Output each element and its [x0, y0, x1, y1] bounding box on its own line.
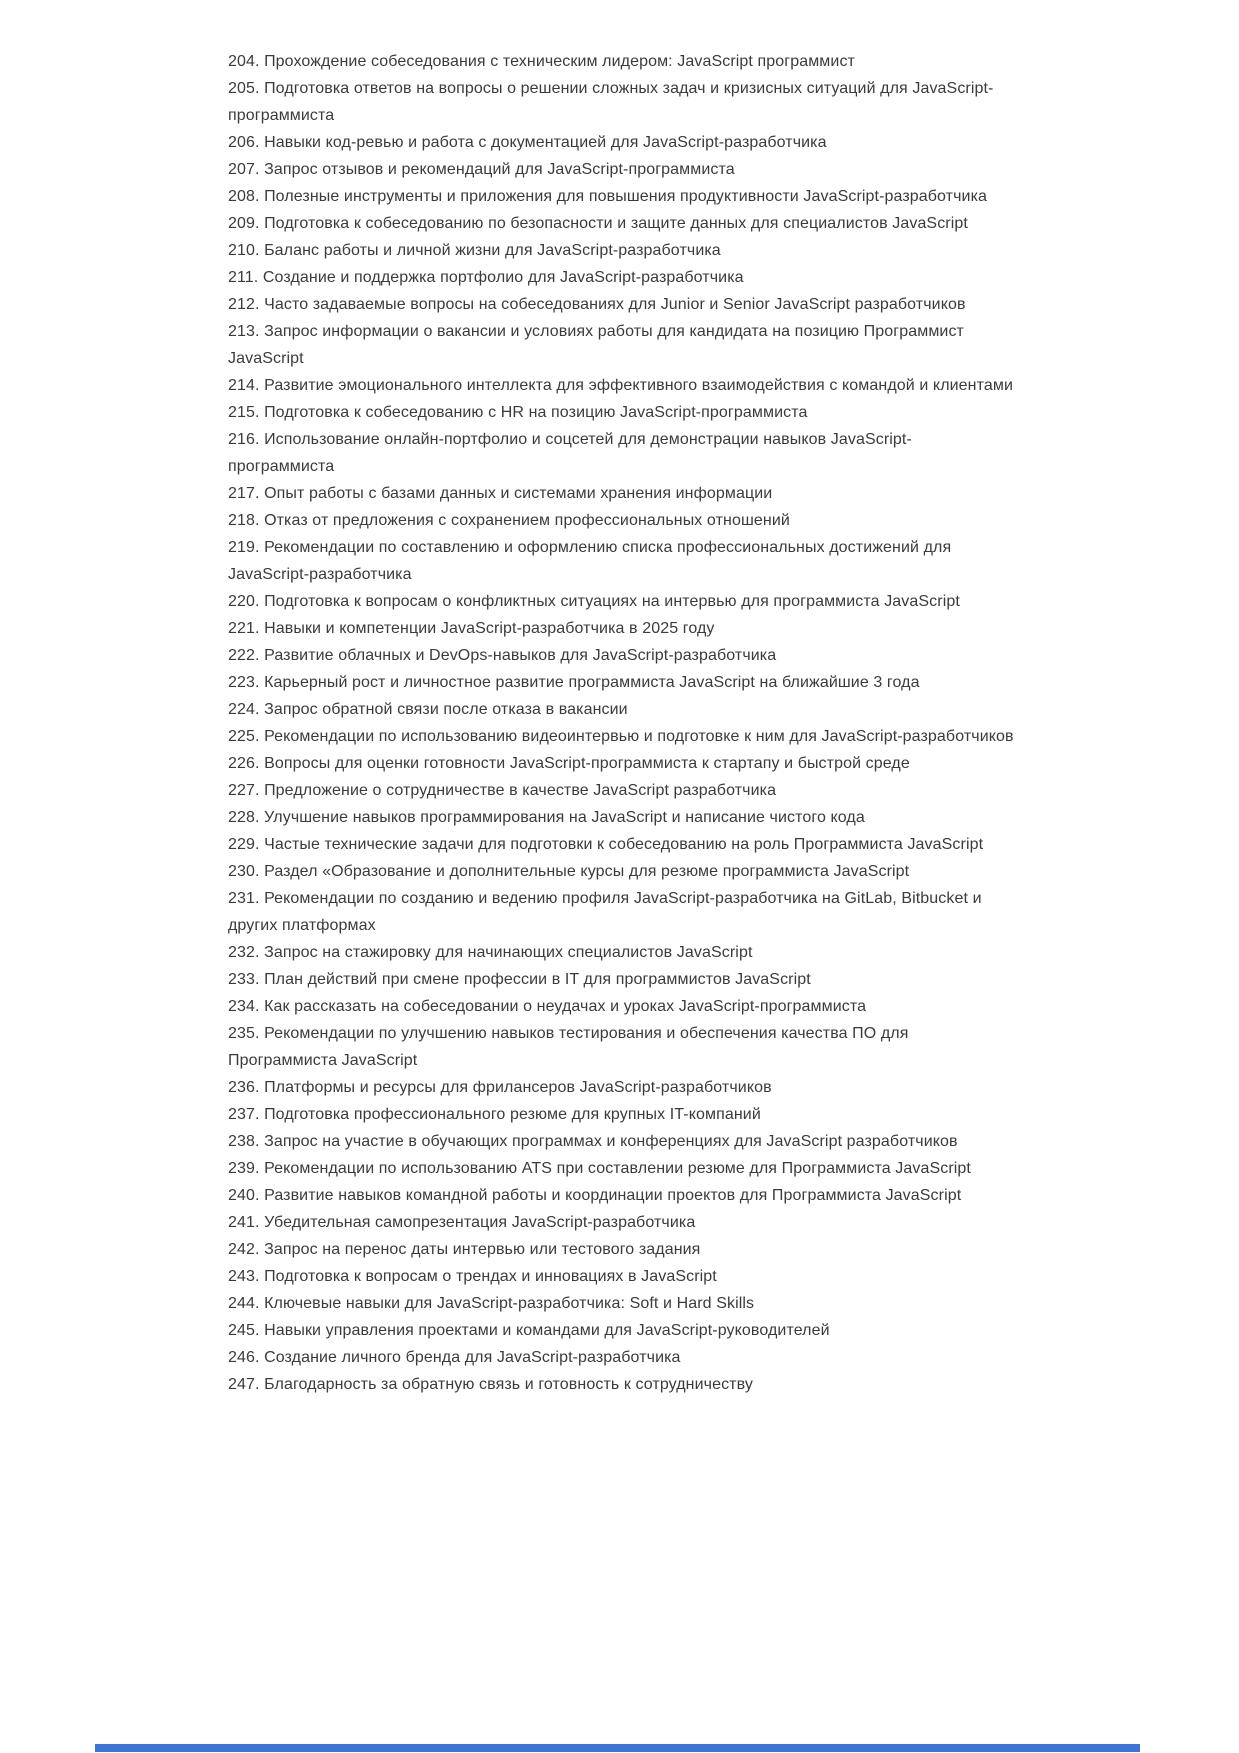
list-item: 219. Рекомендации по составлению и оформлению списка профессиональных достижений для JavaScript-разработчика [228, 539, 952, 583]
list-item: 209. Подготовка к собеседованию по безопасности и защите данных для специалистов JavaScript [228, 215, 968, 232]
list-item: 213. Запрос информации о вакансии и условиях работы для кандидата на позицию Программист JavaScript [228, 323, 964, 367]
list-item: 234. Как рассказать на собеседовании о неудачах и уроках JavaScript-программиста [228, 998, 867, 1015]
list-item: 240. Развитие навыков командной работы и координации проектов для Программиста JavaScript [228, 1187, 962, 1204]
list-item: 218. Отказ от предложения с сохранением профессиональных отношений [228, 512, 790, 529]
list-item: 244. Ключевые навыки для JavaScript-разработчика: Soft и Hard Skills [228, 1295, 755, 1312]
list-item: 211. Создание и поддержка портфолио для JavaScript-разработчика [228, 269, 744, 286]
list-item: 225. Рекомендации по использованию видеоинтервью и подготовке к ним для JavaScript-разработчиков [228, 728, 1014, 745]
list-item: 214. Развитие эмоционального интеллекта для эффективного взаимодействия с командой и клиентами [228, 377, 1013, 394]
list-item: 229. Частые технические задачи для подготовки к собеседованию на роль Программиста JavaScript [228, 836, 984, 853]
list-item: 247. Благодарность за обратную связь и готовность к сотрудничеству [228, 1376, 753, 1393]
list-item: 237. Подготовка профессионального резюме для крупных IT-компаний [228, 1106, 761, 1123]
list-item: 236. Платформы и ресурсы для фрилансеров JavaScript-разработчиков [228, 1079, 772, 1096]
list-item: 241. Убедительная самопрезентация JavaScript-разработчика [228, 1214, 696, 1231]
list-item: 242. Запрос на перенос даты интервью или тестового задания [228, 1241, 701, 1258]
list-item: 220. Подготовка к вопросам о конфликтных ситуациях на интервью для программиста JavaScript [228, 593, 960, 610]
list-item: 238. Запрос на участие в обучающих программах и конференциях для JavaScript разработчиков [228, 1133, 958, 1150]
list-item: 233. План действий при смене профессии в IT для программистов JavaScript [228, 971, 811, 988]
list-item: 208. Полезные инструменты и приложения для повышения продуктивности JavaScript-разработчика [228, 188, 988, 205]
list-item: 206. Навыки код-ревью и работа с документацией для JavaScript-разработчика [228, 134, 827, 151]
list-item: 223. Карьерный рост и личностное развитие программиста JavaScript на ближайшие 3 года [228, 674, 920, 691]
list-item: 224. Запрос обратной связи после отказа в вакансии [228, 701, 628, 718]
list-item: 222. Развитие облачных и DevOps-навыков для JavaScript-разработчика [228, 647, 777, 664]
list-item: 217. Опыт работы с базами данных и системами хранения информации [228, 485, 773, 502]
list-item: 216. Использование онлайн-портфолио и соцсетей для демонстрации навыков JavaScript-программиста [228, 431, 912, 475]
list-item: 226. Вопросы для оценки готовности JavaScript-программиста к стартапу и быстрой среде [228, 755, 910, 772]
topic-list [228, 48, 1014, 1398]
list-item: 204. Прохождение собеседования с техническим лидером: JavaScript программист [228, 53, 855, 70]
list-item: 205. Подготовка ответов на вопросы о решении сложных задач и кризисных ситуаций для JavaScript-программиста [228, 80, 994, 124]
list-item: 246. Создание личного бренда для JavaScript-разработчика [228, 1349, 681, 1366]
list-item: 243. Подготовка к вопросам о трендах и инновациях в JavaScript [228, 1268, 717, 1285]
list-item: 215. Подготовка к собеседованию с HR на позицию JavaScript-программиста [228, 404, 808, 421]
list-item: 221. Навыки и компетенции JavaScript-разработчика в 2025 году [228, 620, 715, 637]
list-item: 231. Рекомендации по созданию и ведению профиля JavaScript-разработчика на GitLab, Bitbucket и других платформах [228, 890, 982, 934]
list-item: 232. Запрос на стажировку для начинающих специалистов JavaScript [228, 944, 753, 961]
list-item: 239. Рекомендации по использованию ATS при составлении резюме для Программиста JavaScript [228, 1160, 971, 1177]
list-item: 245. Навыки управления проектами и командами для JavaScript-руководителей [228, 1322, 830, 1339]
list-item: 227. Предложение о сотрудничестве в качестве JavaScript разработчика [228, 782, 777, 799]
list-item: 210. Баланс работы и личной жизни для JavaScript-разработчика [228, 242, 721, 259]
list-item: 212. Часто задаваемые вопросы на собеседованиях для Junior и Senior JavaScript разработчиков [228, 296, 966, 313]
list-item: 235. Рекомендации по улучшению навыков тестирования и обеспечения качества ПО для Программиста JavaScript [228, 1025, 909, 1069]
list-item: 207. Запрос отзывов и рекомендаций для JavaScript-программиста [228, 161, 735, 178]
list-item: 228. Улучшение навыков программирования на JavaScript и написание чистого кода [228, 809, 865, 826]
list-item: 230. Раздел «Образование и дополнительные курсы для резюме программиста JavaScript [228, 863, 910, 880]
bottom-blue-bar [95, 1744, 1140, 1752]
